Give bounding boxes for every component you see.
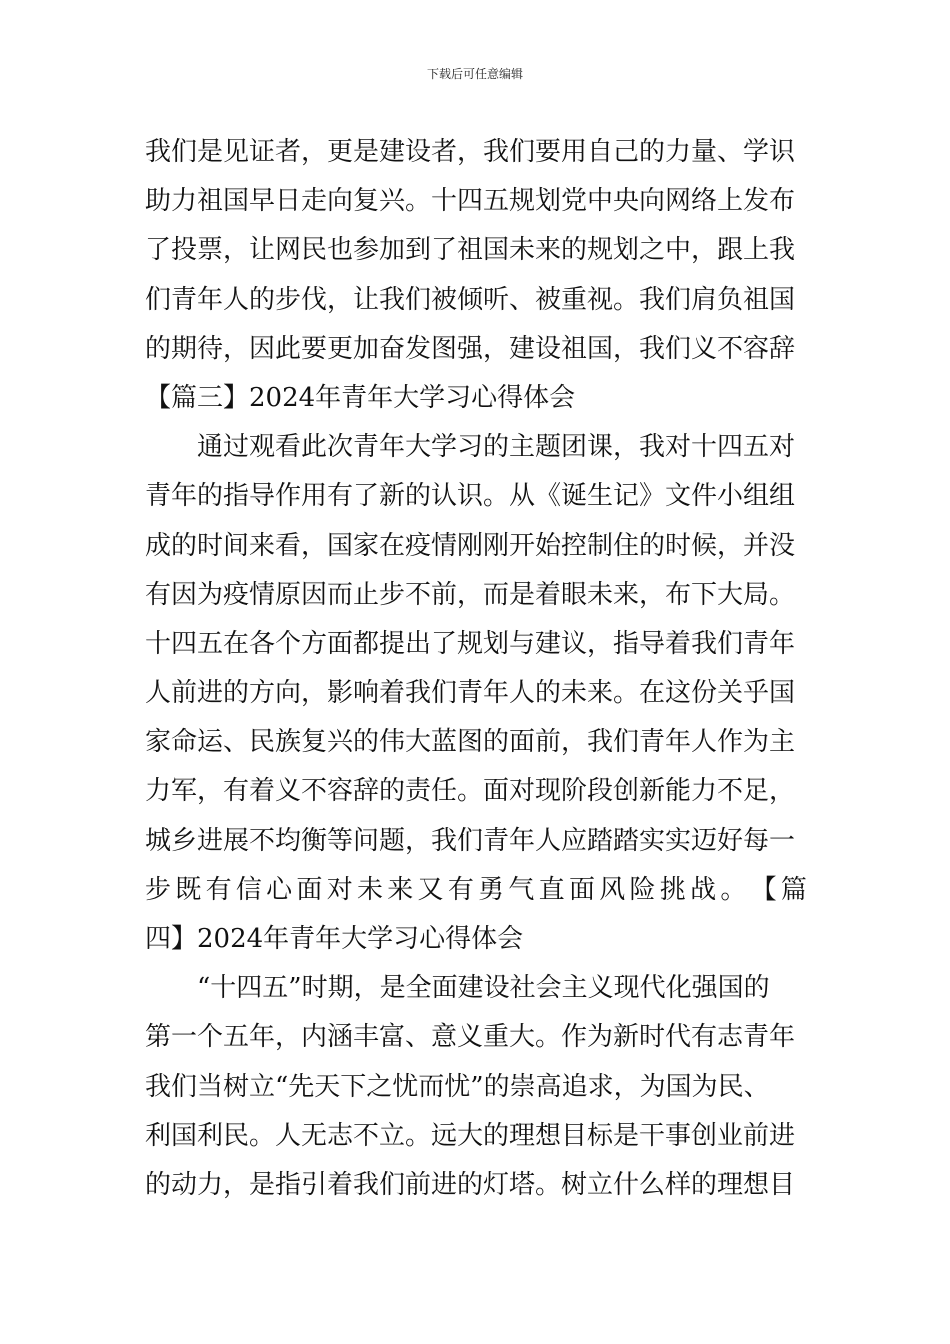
- text-line: 成的时间来看，国家在疫情刚刚开始控制住的时候，并没: [145, 530, 796, 561]
- text-line: 我们当树立“先天下之忧而忧”的崇高追求，为国为民、: [145, 1071, 770, 1102]
- text-line: 人前进的方向，影响着我们青年人的未来。在这份关乎国: [145, 678, 796, 709]
- justified-line: [145, 866, 807, 915]
- text-char: 来: [387, 874, 414, 905]
- text-line: 了投票，让网民也参加到了祖国未来的规划之中，跟上我: [145, 235, 796, 266]
- text-char: 勇: [478, 874, 505, 905]
- text-char: 信: [235, 874, 262, 905]
- text-char: 直: [538, 874, 565, 905]
- page-header: 下载后可任意编辑: [426, 67, 523, 81]
- text-char: 对: [326, 874, 353, 905]
- text-char: 有: [447, 874, 474, 905]
- document-body: [145, 128, 807, 1210]
- text-line: 利国利民。人无志不立。远大的理想目标是干事创业前进: [145, 1120, 796, 1151]
- text-line: 家命运、民族复兴的伟大蓝图的面前，我们青年人作为主: [145, 727, 796, 758]
- paragraph-start: “十四五”时期，是全面建设社会主义现代化强国的: [197, 973, 770, 1004]
- text-char: 面: [296, 874, 323, 905]
- paragraph-start: 通过观看此次青年大学习的主题团课，我对十四五对: [197, 432, 796, 463]
- text-line: 城乡进展不均衡等问题，我们青年人应踏踏实实迈好每一: [145, 825, 796, 856]
- text-char: 战: [690, 874, 717, 905]
- text-line: 助力祖国早日走向复兴。十四五规划党中央向网络上发布: [145, 186, 796, 217]
- text-line: 的动力，是指引着我们前进的灯塔。树立什么样的理想目: [145, 1169, 796, 1200]
- text-char: 又: [417, 874, 444, 905]
- text-char: 心: [266, 874, 293, 905]
- text-char: 【: [750, 874, 777, 905]
- text-char: 篇: [780, 874, 807, 905]
- text-line: 的期待，因此要更加奋发图强，建设祖国，我们义不容辞: [145, 333, 796, 364]
- text-line: 第一个五年，内涵丰富、意义重大。作为新时代有志青年: [145, 1022, 796, 1053]
- text-char: 面: [568, 874, 595, 905]
- text-char: 既: [175, 874, 202, 905]
- text-line: 十四五在各个方面都提出了规划与建议，指导着我们青年: [145, 628, 796, 659]
- text-line: 有因为疫情原因而止步不前，而是着眼未来，布下大局。: [145, 579, 796, 610]
- text-char: 。: [720, 874, 747, 905]
- text-char: 风: [599, 874, 626, 905]
- section-heading-3: 【篇三】2024年青年大学习心得体会: [145, 382, 576, 413]
- text-line: 力军，有着义不容辞的责任。面对现阶段创新能力不足，: [145, 776, 796, 807]
- text-char: 险: [629, 874, 656, 905]
- text-line: 们青年人的步伐，让我们被倾听、被重视。我们肩负祖国: [145, 284, 796, 315]
- text-line: 我们是见证者，更是建设者，我们要用自己的力量、学识: [145, 137, 796, 167]
- text-line: 青年的指导作用有了新的认识。从《诞生记》文件小组组: [145, 481, 796, 512]
- text-char: 未: [356, 874, 383, 905]
- section-heading-4: 四】2024年青年大学习心得体会: [145, 924, 524, 954]
- text-char: 步: [145, 874, 172, 905]
- text-char: 气: [508, 874, 535, 905]
- text-char: 有: [205, 874, 232, 905]
- text-char: 挑: [659, 874, 686, 905]
